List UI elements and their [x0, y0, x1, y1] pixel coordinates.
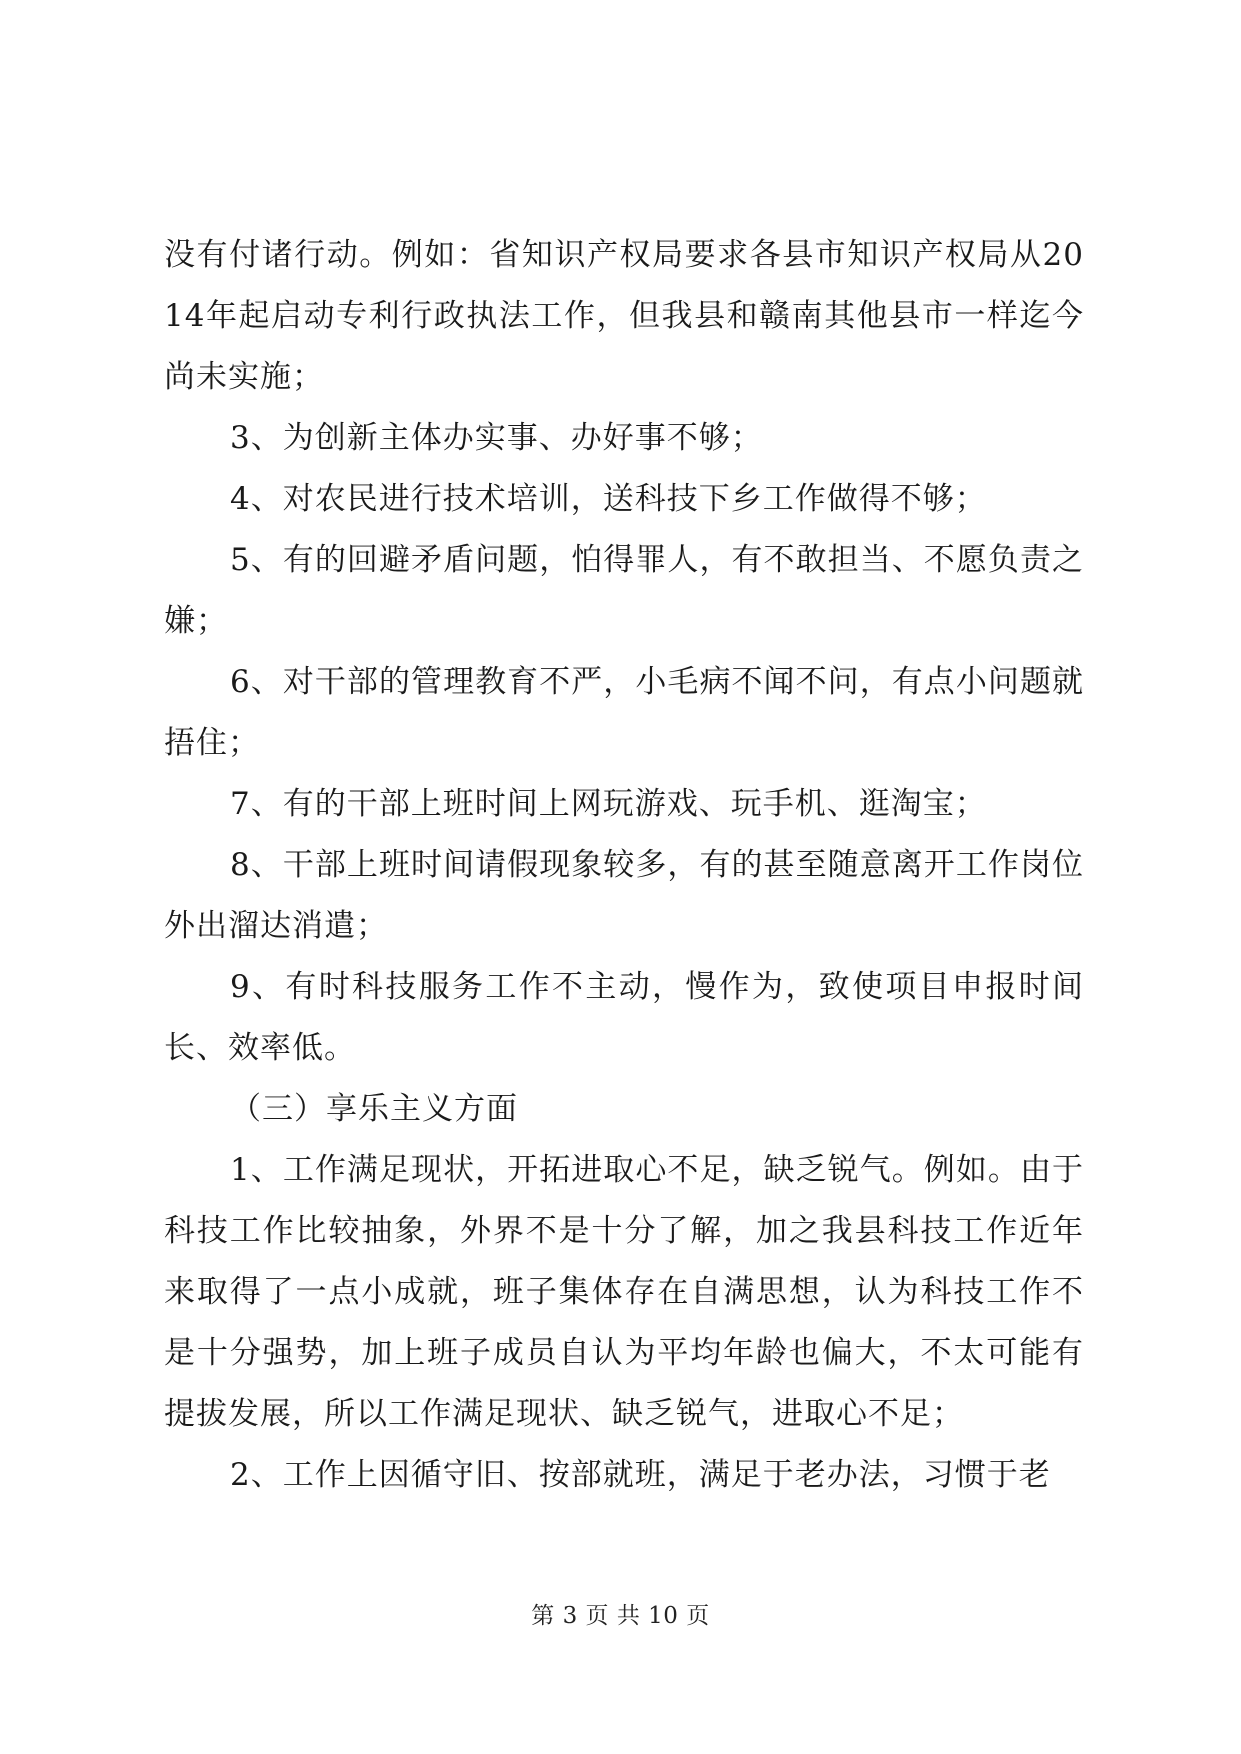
paragraph: 1、工作满足现状，开拓进取心不足，缺乏锐气。例如。由于科技工作比较抽象，外界不是十分了解，加之我县科技工作近年来取得了一点小成就，班子集体存在自满思想，认为科技工作不是十分强势，加上班子成员自认为平均年龄也偏大，不太可能有提拔发展，所以工作满足现状、缺乏锐气，进取心不足； [164, 1152, 1084, 1432]
paragraph: 2、工作上因循守旧、按部就班，满足于老办法，习惯于老 [230, 1457, 1051, 1493]
paragraph: 8、干部上班时间请假现象较多，有的甚至随意离开工作岗位外出溜达消遣； [164, 847, 1084, 944]
paragraph: 9、有时科技服务工作不主动，慢作为，致使项目申报时间长、效率低。 [164, 969, 1084, 1066]
paragraph: 4、对农民进行技术培训，送科技下乡工作做得不够； [230, 481, 987, 517]
page-footer: 第 3 页 共 10 页 [531, 1603, 710, 1629]
document-body [164, 225, 1084, 1506]
paragraph: 5、有的回避矛盾问题，怕得罪人，有不敢担当、不愿负责之嫌； [164, 542, 1084, 639]
paragraph: 7、有的干部上班时间上网玩游戏、玩手机、逛淘宝； [230, 786, 987, 822]
paragraph: 没有付诸行动。例如：省知识产权局要求各县市知识产权局从2014年起启动专利行政执法工作，但我县和赣南其他县市一样迄今尚未实施； [164, 237, 1084, 395]
paragraph: 3、为创新主体办实事、办好事不够； [230, 420, 763, 456]
paragraph: 6、对干部的管理教育不严，小毛病不闻不问，有点小问题就捂住； [164, 664, 1084, 761]
section-heading: （三）享乐主义方面 [230, 1091, 518, 1127]
